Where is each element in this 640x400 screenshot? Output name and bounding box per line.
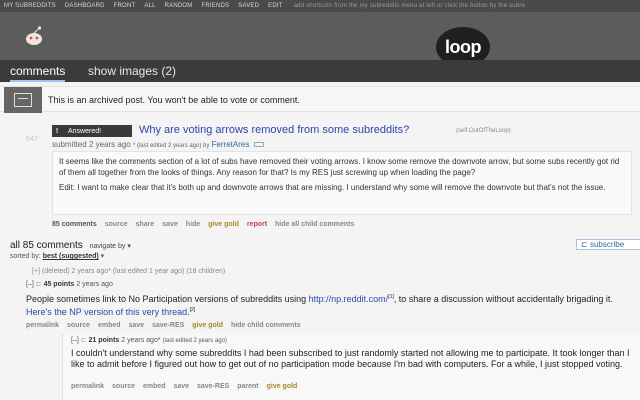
source-button[interactable]: source [67, 322, 90, 329]
comment-body: I couldn't understand why some subreddits I had been subscribed to just randomly started not allowing me to participate. It took longer than I like to admit before I figured out how to get out of no participation mode because I'm bad with computers. For a while, I just stopped voting. [71, 348, 630, 369]
expand-toggle[interactable]: [+] [32, 268, 40, 275]
collapse-toggle[interactable]: [–] [71, 337, 79, 344]
user-tag-icon[interactable] [254, 142, 264, 147]
archived-notice [0, 86, 640, 112]
children-count: (18 children) [186, 268, 226, 275]
save-button[interactable]: save [162, 221, 178, 228]
report-button[interactable]: report [246, 221, 268, 228]
comment-text: People sometimes link to No Participation versions of subreddits using [26, 294, 309, 304]
hide-child-comments-button[interactable]: hide child comments [230, 322, 301, 329]
subscribe-button[interactable] [576, 239, 640, 250]
archived-message: This is an archived post. You won't be able to vote or comment. [48, 95, 300, 105]
comments-header [10, 240, 131, 251]
comment-body [26, 292, 616, 318]
answered-flair [52, 125, 132, 137]
flair-label: Answered! [68, 127, 102, 135]
np-link[interactable]: http://np.reddit.com/ [308, 294, 389, 304]
selftext-paragraph: It seems like the comments section of a lot of subs have removed their voting arrows. I know some remove the downvote arrow, but some subs recently got rid of them all together from the looks of things. Any reason for that? Is my RES just screwing up when loading the page? [59, 157, 620, 177]
hide-button[interactable]: hide [185, 221, 201, 228]
sort-chevron-icon[interactable]: ▾ [100, 253, 105, 260]
sorted-by-label: sorted by: [10, 253, 41, 260]
give-gold-button[interactable]: give gold [192, 322, 223, 329]
save-button[interactable]: save [128, 322, 145, 329]
comment-age: 2 years ago* [121, 337, 161, 344]
shortcut-hint: add shortcuts from the my subreddits menu at left or click the button by the subre [293, 3, 526, 9]
edited-info: * (last edited 2 years ago) by [132, 143, 210, 149]
top-subreddit-bar [0, 0, 640, 12]
np-thread-link[interactable]: Here's the NP version of this very thread. [26, 307, 190, 317]
deleted-user: (deleted) [41, 268, 70, 275]
parent-button[interactable]: parent [237, 383, 259, 390]
nav-random[interactable]: RANDOM [164, 3, 193, 9]
comment-points: 45 points [43, 281, 75, 288]
post-tagline [52, 140, 264, 149]
tab-comments[interactable]: comments [10, 64, 65, 82]
nav-saved[interactable]: SAVED [238, 3, 260, 9]
selftext-edit-paragraph: Edit: I want to make clear that it's both up and downvote arrows that are missing. I understand why some will remove the downvote but that's not the issue. [59, 183, 606, 192]
post-author-link[interactable]: FerretAres [211, 140, 250, 149]
permalink-button[interactable]: permalink [26, 322, 60, 329]
user-tag-icon[interactable]: ⊏ [80, 337, 87, 344]
subreddit-header [0, 12, 640, 60]
save-button[interactable]: save [173, 383, 190, 390]
collapsed-comment [32, 268, 225, 275]
give-gold-button[interactable]: give gold [266, 383, 298, 390]
comment-tagline [26, 280, 640, 288]
nav-friends[interactable]: FRIENDS [201, 3, 230, 9]
collapse-toggle[interactable]: [–] [26, 281, 34, 288]
chevron-down-icon: ▾ [127, 243, 131, 250]
navigate-by-label: navigate by [89, 243, 126, 250]
comment-tagline [71, 336, 631, 344]
hide-all-child-comments-button[interactable]: hide all child comments [275, 221, 355, 228]
reddit-alien-icon[interactable] [22, 24, 46, 48]
comment-edited: (last edited 2 years ago) [162, 338, 227, 344]
source-button[interactable]: source [112, 383, 135, 390]
nav-edit[interactable]: EDIT [268, 3, 283, 9]
comment-age: 2 years ago* [71, 268, 111, 275]
nested-comment [62, 334, 640, 400]
logo-text: loop [445, 36, 481, 57]
post-buttons [52, 221, 360, 228]
save-res-button[interactable]: save-RES [197, 383, 230, 390]
permalink-button[interactable]: permalink [71, 383, 105, 390]
subscribe-label: subscribe [589, 240, 625, 249]
archive-box-icon [4, 87, 42, 113]
give-gold-button[interactable]: give gold [208, 221, 239, 228]
embed-button[interactable]: embed [142, 383, 166, 390]
post-rank: 647 [26, 136, 38, 143]
comment-points: 21 points [88, 337, 120, 344]
comments-count-link[interactable]: 85 comments [52, 221, 97, 228]
comment-edited: (last edited 1 year ago) [112, 268, 185, 275]
user-tag-icon[interactable]: ⊏ [35, 281, 42, 288]
embed-button[interactable]: embed [97, 322, 121, 329]
comment-age: 2 years ago [76, 281, 113, 288]
tab-bar [0, 60, 640, 82]
comment-text: , to share a discussion without accidentally brigading it. [393, 294, 613, 304]
all-comments-count: all 85 comments [10, 240, 83, 251]
submitted-time: submitted 2 years ago [52, 140, 131, 149]
subscribe-icon: ⊏ [581, 240, 588, 249]
share-button[interactable]: share [135, 221, 155, 228]
source-button[interactable]: source [104, 221, 128, 228]
save-res-button[interactable]: save-RES [152, 322, 185, 329]
nav-front[interactable]: FRONT [113, 3, 136, 9]
sort-selector [10, 252, 104, 260]
comment [26, 280, 640, 332]
nav-my-subreddits[interactable]: MY SUBREDDITS [4, 3, 56, 9]
nav-dashboard[interactable]: DASHBOARD [64, 3, 105, 9]
nav-all[interactable]: ALL [144, 3, 156, 9]
navigate-by-dropdown[interactable] [90, 243, 131, 250]
tab-show-images[interactable]: show images (2) [88, 64, 177, 78]
footnote-ref[interactable]: [2] [189, 307, 196, 313]
post-title-link[interactable]: Why are voting arrows removed from some subreddits? [139, 124, 410, 136]
sort-dropdown[interactable]: best (suggested) [42, 253, 99, 260]
post-domain[interactable]: (self.OutOfTheLoop) [456, 128, 511, 134]
footnote-ref[interactable]: [1] [388, 294, 394, 300]
comment-buttons [71, 383, 303, 390]
post-selftext [52, 151, 632, 215]
comment-buttons [26, 322, 307, 329]
exclamation-icon: ! [55, 127, 59, 135]
